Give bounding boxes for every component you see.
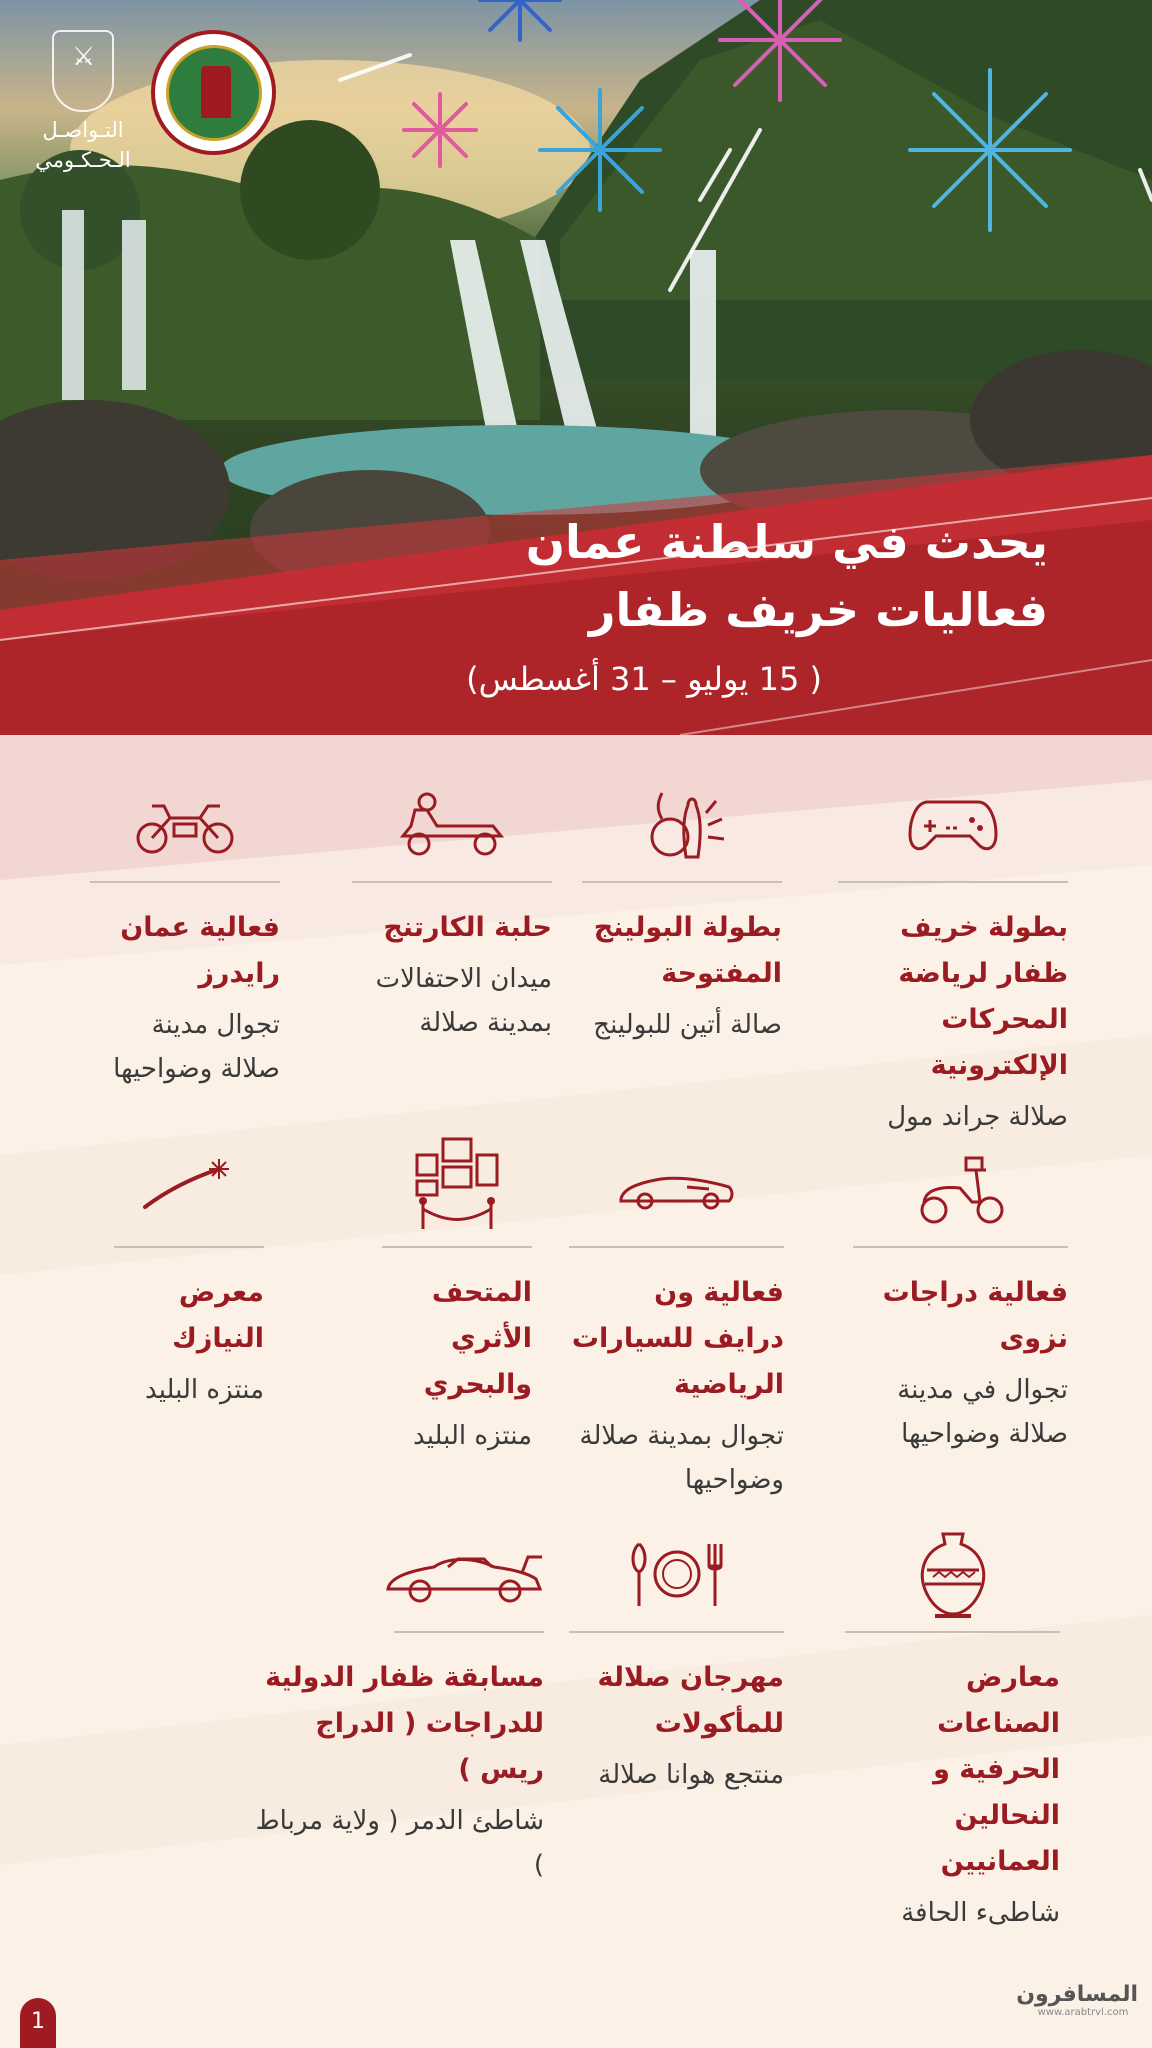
sports-car-icon — [569, 1140, 784, 1240]
seal-tower-icon — [166, 45, 262, 141]
event-location: تجوال في مدينة صلالة وضواحيها — [897, 1375, 1068, 1449]
event-location: شاطىء الحافة — [901, 1898, 1060, 1928]
bowling-icon — [582, 775, 782, 875]
event-card-bowling — [582, 775, 782, 1047]
divider — [569, 1246, 784, 1248]
hero-banner — [0, 0, 1152, 735]
event-title: معرض النيازك — [172, 1277, 264, 1354]
event-title: حلبة الكارتنج — [383, 912, 552, 943]
divider — [845, 1631, 1060, 1633]
divider — [352, 881, 552, 883]
event-location: صالة أتين للبولينج — [593, 1010, 782, 1040]
divider — [853, 1246, 1068, 1248]
event-location: منتزه البليد — [413, 1421, 532, 1451]
event-title: مسابقة ظفار الدولية للدراجات ( الدراج ريس ) — [265, 1662, 544, 1785]
divider — [569, 1631, 784, 1633]
page-number: 1 — [20, 1998, 56, 2048]
government-communication-logo — [28, 30, 138, 172]
race-car-icon — [244, 1525, 544, 1625]
event-card-meteorites — [114, 1125, 264, 1412]
gov-logo-text-line1: التـواصـل — [42, 118, 124, 142]
event-title: المتحف الأثري والبحري — [423, 1277, 532, 1400]
event-card-food-festival — [569, 1525, 784, 1797]
event-location: منتجع هوانا صلالة — [598, 1760, 784, 1790]
motorcycle-icon — [90, 775, 280, 875]
event-title: مهرجان صلالة للمأكولات — [597, 1662, 784, 1739]
event-card-karting — [352, 775, 552, 1045]
event-card-oman-riders — [90, 775, 280, 1091]
event-card-museum — [382, 1125, 532, 1458]
scooter-icon — [853, 1140, 1068, 1240]
events-grid — [0, 735, 1152, 1985]
event-card-one-drive — [569, 1140, 784, 1502]
event-card-esports — [838, 775, 1068, 1139]
watermark-logo — [1016, 1982, 1138, 2038]
divider — [114, 1246, 264, 1248]
gamepad-icon — [838, 775, 1068, 875]
divider — [394, 1631, 544, 1633]
go-kart-icon — [352, 775, 552, 875]
event-location: منتزه البليد — [145, 1375, 264, 1405]
dining-icon — [569, 1525, 784, 1625]
event-title: فعالية دراجات نزوى — [882, 1277, 1068, 1354]
date-range: ( 15 يوليو – 31 أغسطس) — [466, 660, 822, 698]
watermark-text: المسافرون — [1016, 1982, 1138, 2007]
event-title: فعالية عمان رايدرز — [120, 912, 280, 989]
khanjar-emblem-icon: ⚔ — [52, 30, 114, 112]
pottery-icon — [845, 1525, 1060, 1625]
divider — [90, 881, 280, 883]
event-title: فعالية ون درايف للسيارات الرياضية — [571, 1277, 784, 1400]
meteor-icon — [114, 1125, 264, 1240]
event-location: تجوال مدينة صلالة وضواحيها — [113, 1010, 280, 1084]
title-line-1: يحدث في سلطنة عمان — [525, 515, 1048, 569]
page-title — [348, 508, 1048, 644]
divider — [838, 881, 1068, 883]
event-card-dhofar-race — [244, 1525, 544, 1887]
gov-logo-text-line2: الـحـكـومي — [35, 148, 131, 172]
museum-icon — [382, 1125, 532, 1240]
event-location: تجوال بمدينة صلالة وضواحيها — [579, 1421, 784, 1495]
event-card-nizwa-bikes — [853, 1140, 1068, 1456]
event-location: ميدان الاحتفالات بمدينة صلالة — [375, 964, 552, 1038]
event-location: صلالة جراند مول — [887, 1102, 1068, 1132]
watermark-url: www.arabtrvl.com — [1037, 2007, 1129, 2018]
event-title: معارض الصناعات الحرفية و النحالين العمانيين — [933, 1662, 1060, 1877]
event-card-handicrafts — [845, 1525, 1060, 1935]
divider — [582, 881, 782, 883]
event-title: بطولة خريف ظفار لرياضة المحركات الإلكترونية — [898, 912, 1068, 1081]
event-location: شاطئ الدمر ( ولاية مرباط ) — [255, 1806, 544, 1880]
event-title: بطولة البولينج المفتوحة — [593, 912, 782, 989]
title-line-2: فعاليات خريف ظفار — [589, 583, 1048, 637]
divider — [382, 1246, 532, 1248]
dhofar-municipality-seal — [151, 30, 276, 155]
